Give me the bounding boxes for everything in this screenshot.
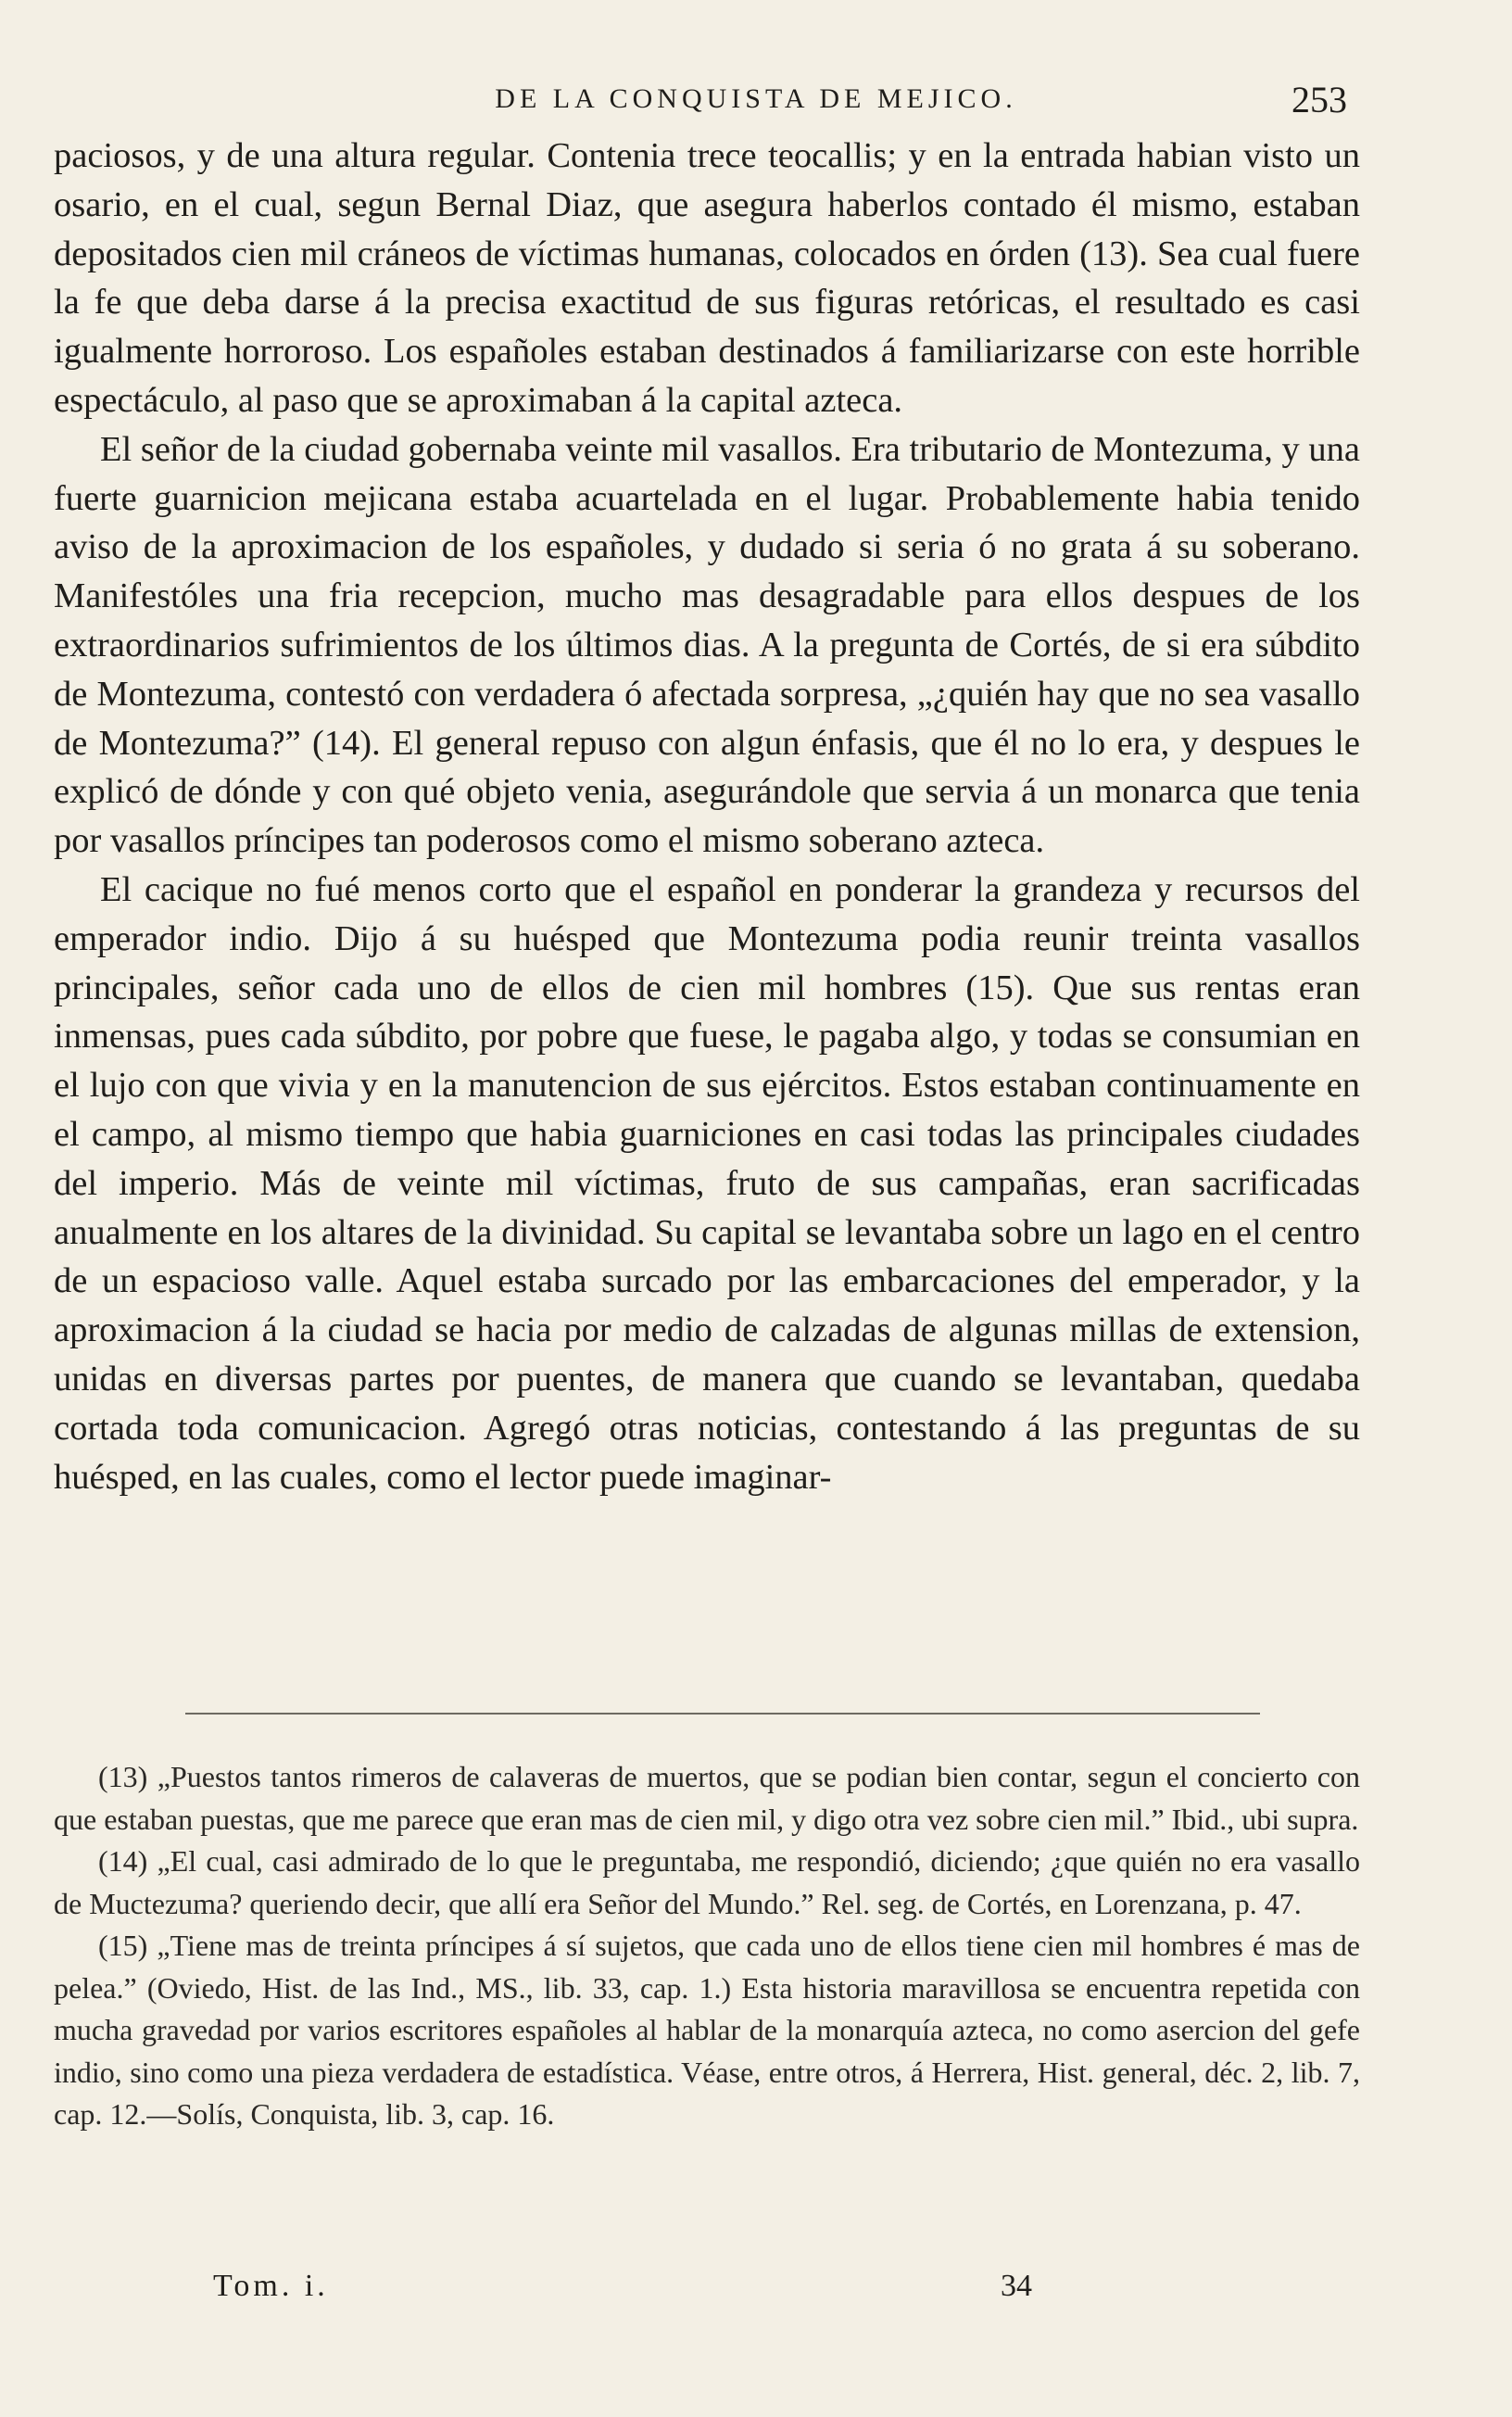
paragraph-3: El cacique no fué menos corto que el español en ponderar la grandeza y recursos del emperador indio. Dijo á su huésped que Montezuma podia reunir treinta vasallos principales, señor cada uno de ellos de cien mil hombres (15). Que sus rentas eran inmensas, pues cada súbdito, por pobre que fuese, le pagaba algo, y todas se consumian en el lujo con que vivia y en la manutencion de sus ejércitos. Estos estaban continuamente en el campo, al mismo tiempo que habia guarniciones en casi todas las principales ciudades del imperio. Más de veinte mil víctimas, fruto de sus campañas, eran sacrificadas anualmente en los altares de la divinidad. Su capital se levantaba sobre un lago en el centro de un espacioso valle. Aquel estaba surcado por las embarcaciones del emperador, y la aproximacion á la ciudad se hacia por medio de calzadas de algunas millas de extension, unidas en diversas partes por puentes, de manera que cuando se levantaban, quedaba cortada toda comunicacion. Agregó otras noticias, contestando á las preguntas de su huésped, en las cuales, como el lector puede imaginar- <box>54 869 1360 1497</box>
signature-line <box>0 2269 1512 2315</box>
footnote-13: (13) „Puestos tantos rimeros de calaveras de muertos, que se podian bien contar, segun el concierto con que estaban puestas, que me parece que eran mas de cien mil, y digo otra vez sobre cien mil.” Ibid., ubi supra. <box>54 1760 1360 1836</box>
footnotes <box>54 1756 1360 2136</box>
running-head <box>0 79 1512 130</box>
page-number: 253 <box>1292 79 1347 120</box>
footnote-rule <box>185 1713 1260 1715</box>
paragraph-1: paciosos, y de una altura regular. Contenia trece teocallis; y en la entrada habian visto un osario, en el cual, segun Bernal Diaz, que asegura haberlos contado él mismo, estaban depositados cien mil cráneos de víctimas humanas, colocados en órden (13). Sea cual fuere la fe que deba darse á la precisa exactitud de sus figuras retóricas, el resultado es casi igualmente horroroso. Los españoles estaban destinados á familiarizarse con este horrible espectáculo, al paso que se aproximaban á la capital azteca. <box>54 136 1360 420</box>
main-text <box>54 132 1360 1501</box>
signature-mark: 34 <box>1001 2269 1032 2303</box>
footnote-14: (14) „El cual, casi admirado de lo que le preguntaba, me respondió, diciendo; ¿que quién no era vasallo de Muctezuma? queriendo decir, que allí era Señor del Mundo.” Rel. seg. de Cortés, en Lorenzana, p. 47. <box>54 1844 1360 1920</box>
volume-mark: Tom. i. <box>213 2269 329 2303</box>
paragraph-2: El señor de la ciudad gobernaba veinte mil vasallos. Era tributario de Montezuma, y una fuerte guarnicion mejicana estaba acuartelada en el lugar. Probablemente habia tenido aviso de la aproximacion de los españoles, y dudado si seria ó no grata á su soberano. Manifestóles una fria recepcion, mucho mas desagradable para ellos despues de los extraordinarios sufrimientos de los últimos dias. A la pregunta de Cortés, de si era súbdito de Montezuma, contestó con verdadera ó afectada sorpresa, „¿quién hay que no sea vasallo de Montezuma?” (14). El general repuso con algun énfasis, que él no lo era, y despues le explicó de dónde y con qué objeto venia, asegurándole que servia á un monarca que tenia por vasallos príncipes tan poderosos como el mismo soberano azteca. <box>54 429 1360 861</box>
footnote-15: (15) „Tiene mas de treinta príncipes á sí sujetos, que cada uno de ellos tiene cien mil hombres é mas de pelea.” (Oviedo, Hist. de las Ind., MS., lib. 33, cap. 1.) Esta historia maravillosa se encuentra repetida con mucha gravedad por varios escritores españoles al hablar de la monarquía azteca, no como asercion del gefe indio, sino como una pieza verdadera de estadística. Véase, entre otros, á Herrera, Hist. general, déc. 2, lib. 7, cap. 12.—Solís, Conquista, lib. 3, cap. 16. <box>54 1929 1360 2131</box>
running-title: DE LA CONQUISTA DE MEJICO. <box>495 83 1017 114</box>
